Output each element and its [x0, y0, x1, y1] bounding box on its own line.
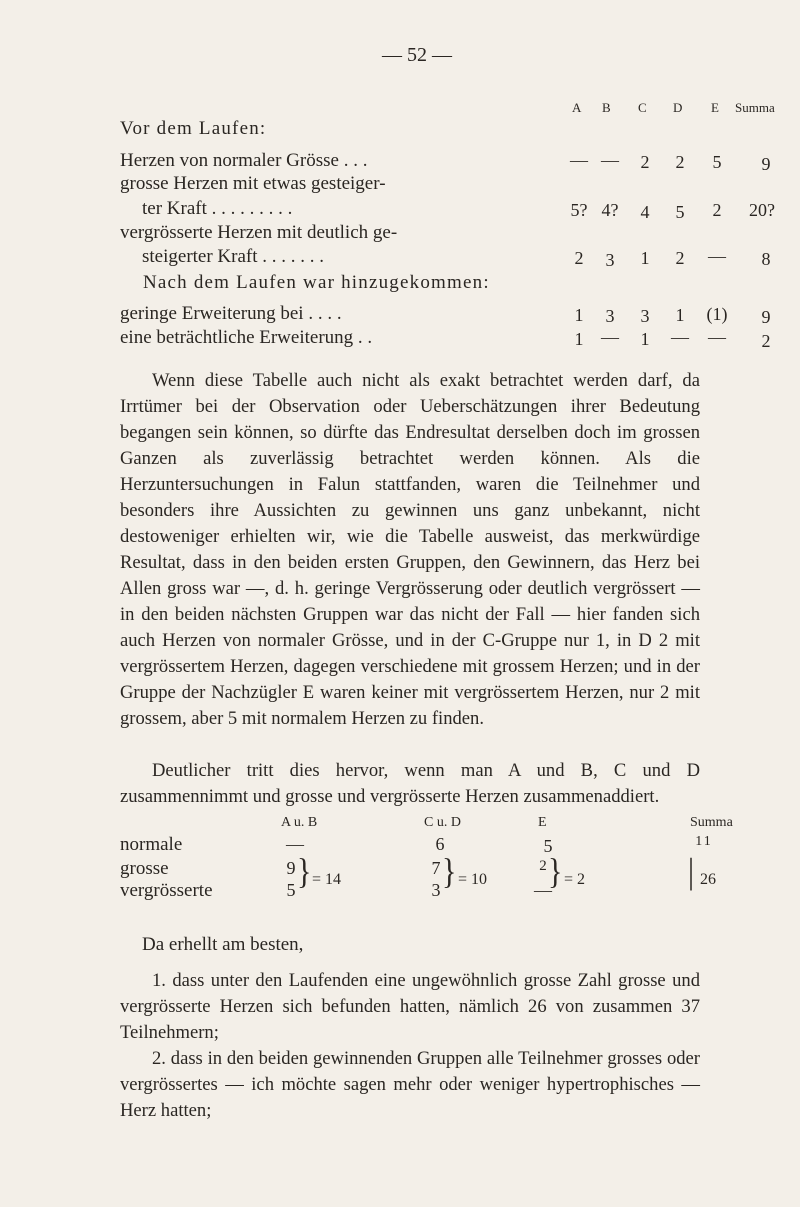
- table1-row2-summa: 20?: [749, 200, 775, 220]
- table1-after-row1-summa: 9: [761, 307, 771, 327]
- table2-row1-summa: 11: [695, 834, 713, 849]
- table1-after-row1-e: (1): [706, 304, 728, 324]
- table1-row2-b: 4?: [601, 200, 619, 220]
- table1-row3-c: 1: [640, 248, 650, 268]
- table1-after-row2-summa: 2: [761, 331, 771, 351]
- table2-sum-ab: = 14: [312, 871, 342, 888]
- table2-row1-label: normale: [120, 834, 183, 855]
- table2-row3-e: —: [534, 880, 552, 900]
- table2-row1-cd: 6: [435, 834, 445, 854]
- table1-row2-d: 5: [675, 202, 685, 222]
- table2-row2-cd: 7: [431, 858, 441, 878]
- table2-sum-e: = 2: [564, 871, 586, 888]
- table2-row3-label: vergrösserte: [120, 880, 213, 901]
- table1-after-row1-d: 1: [675, 305, 685, 325]
- table1-row1-label: Herzen von normaler Grösse . . .: [120, 150, 368, 171]
- table2-row2-ab: 9: [286, 858, 296, 878]
- table2-row3-cd: 3: [431, 880, 441, 900]
- table1-after-row1-c: 3: [640, 306, 650, 326]
- table1-after-row1-label: geringe Erweiterung bei . . . .: [120, 303, 342, 324]
- table1-after-row1-b: 3: [605, 306, 615, 326]
- table2-sum-cd: = 10: [458, 871, 488, 888]
- table1-row2-c: 4: [640, 202, 650, 222]
- point-1: [120, 968, 700, 1046]
- point-1-text: 1. dass unter den Laufenden eine ungewöhnlich grosse Zahl grosse und vergrösserte Herzen sich befunden hatten, nämlich 26 von zusammen 37 Teilnehmern;: [120, 970, 700, 1043]
- conclusion-intro: Da erhellt am besten,: [142, 934, 304, 955]
- point-2-text: 2. dass in den beiden gewinnenden Gruppen alle Teilnehmer grosses oder vergrössertes — ich möchte sagen mehr oder weniger hypertrophisches — Herz hatten;: [120, 1048, 700, 1121]
- table1-after-row2-a: 1: [574, 329, 584, 349]
- table1-row2-label-line2: ter Kraft . . . . . . . . .: [142, 198, 293, 219]
- table2-brace-e: }: [548, 851, 563, 892]
- table2-row1-e: 5: [543, 836, 553, 856]
- table1-header-a: A: [572, 100, 583, 115]
- table1-row3-label-line1: vergrösserte Herzen mit deutlich ge-: [120, 222, 398, 243]
- table1-after-row2-b: —: [601, 327, 619, 347]
- table1-after-row2-c: 1: [640, 329, 650, 349]
- paragraph-1: [120, 368, 700, 732]
- table1-header-e: E: [711, 100, 720, 115]
- table1-after-row2-e: —: [708, 327, 726, 347]
- table1-row2-e: 2: [712, 200, 722, 220]
- table2-row1-ab: —: [286, 834, 304, 854]
- table2-row2-label: grosse: [120, 858, 169, 879]
- table1-row3-d: 2: [675, 248, 685, 268]
- table1-header-d: D: [673, 100, 684, 115]
- table2-row2-e: 2: [539, 858, 547, 874]
- table2-brace-cd: }: [442, 851, 457, 892]
- paragraph-2-text: Deutlicher tritt dies hervor, wenn man A und B, C und D zusammennimmt und grosse und vergrösserte Herzen zusammenaddiert.: [120, 760, 700, 807]
- table1-header-c: C: [638, 100, 648, 115]
- table1-row3-label-line2: steigerter Kraft . . . . . . .: [142, 246, 325, 267]
- table2-header-ab: A u. B: [281, 815, 318, 830]
- table1-row1-summa: 9: [761, 154, 771, 174]
- table1-row3-a: 2: [574, 248, 584, 268]
- table1-row3-b: 3: [605, 250, 615, 270]
- paragraph-2: [120, 758, 700, 810]
- table2-row3-ab: 5: [286, 880, 296, 900]
- table2-brace-ab: }: [297, 851, 312, 892]
- table1-header-summa: Summa: [735, 100, 775, 115]
- table1-row1-e: 5: [712, 152, 722, 172]
- paragraph-1-text: Wenn diese Tabelle auch nicht als exakt betrachtet werden darf, da Irrtümer bei der Observation oder Ueberschätzungen ihrer Bedeutung begangen sein können, so dürfte das Endresultat derselben doch im grossen Ganzen als zuverlässig betrachtet werden können. Als die Herzuntersuchungen in Falun stattfanden, waren die Teilnehmer und besonders ihre Aussichten zu gewinnen uns ganz unbekannt, nicht destoweniger erhielten wir, wie die Tabelle ausweist, das merkwürdige Resultat, dass in den beiden ersten Gruppen, den Gewinnern, das Herz bei Allen gross war —, d. h. geringe Vergrösserung oder deutlich vergrössert — in den beiden nächsten Gruppen war das nicht der Fall — hier fanden sich auch Herzen von normaler Grösse, und in der C-Gruppe nur 1, in D 2 mit vergrössertem Herzen, dagegen verschiedene mit grossem Herzen; und in der Gruppe der Nachzügler E waren keiner mit vergrössertem Herzen, nur 2 mit grossem, aber 5 mit normalem Herzen zu finden.: [120, 370, 700, 729]
- table2-header-e: E: [538, 815, 548, 830]
- table1-title-before: Vor dem Laufen:: [120, 118, 267, 139]
- table1-row1-c: 2: [640, 152, 650, 172]
- table1-row1-b: —: [601, 150, 619, 170]
- table2-sum-total: 26: [700, 871, 716, 888]
- page-number: — 52 —: [382, 44, 452, 66]
- table1-row2-a: 5?: [570, 200, 588, 220]
- table1-after-row1-a: 1: [574, 305, 584, 325]
- table1-row1-d: 2: [675, 152, 685, 172]
- table2-header-summa: Summa: [690, 815, 733, 830]
- point-2: [120, 1046, 700, 1124]
- table1-row3-summa: 8: [761, 249, 771, 269]
- table1-header-b: B: [602, 100, 612, 115]
- table2-header-cd: C u. D: [424, 815, 461, 830]
- table1-row2-label-line1: grosse Herzen mit etwas gesteiger-: [120, 173, 386, 194]
- table1-after-row2-label: eine beträchtliche Erweiterung . .: [120, 327, 373, 348]
- table1-row3-e: —: [708, 246, 726, 266]
- table1-row1-a: —: [570, 150, 588, 170]
- table1-after-row2-d: —: [671, 327, 689, 347]
- table2-brace-summa: |: [688, 851, 695, 892]
- table1-title-after: Nach dem Laufen war hinzugekommen:: [143, 272, 490, 293]
